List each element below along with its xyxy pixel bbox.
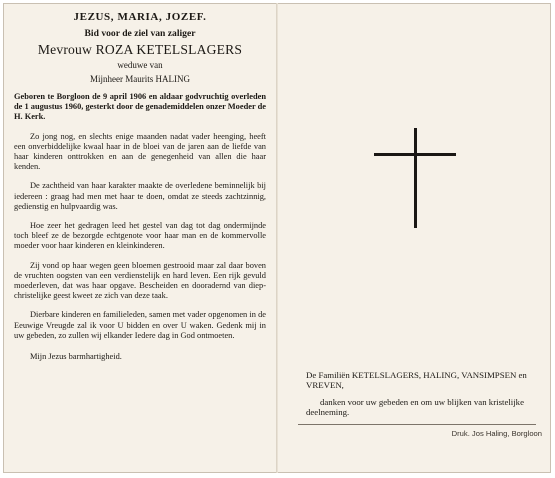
cross-horizontal-bar [374, 153, 456, 156]
printer-divider [298, 424, 536, 425]
birth-death-statement: Geboren te Borgloon de 9 april 1906 en aldaar godvruchtig overleden de 1 augustus 1960, gesterkt door de genademiddelen onzer Moeder de H. Kerk. [14, 92, 266, 122]
card-fold [276, 3, 278, 473]
paragraph-suffering: Hoe zeer het gedragen leed het gestel van dag tot dag ondermijnde toch bleef ze de bezorgde echtgenote voor haar man en de kommervolle moeder voor haar kinderen en kleinkinderen. [14, 221, 266, 251]
family-line: De Familiën KETELSLAGERS, HALING, VANSIMPSEN en VREVEN, [306, 370, 527, 391]
widow-of-label: weduwe van [117, 59, 163, 70]
husband-name: Mijnheer Maurits HALING [90, 73, 190, 84]
deceased-name: Mevrouw ROZA KETELSLAGERS [37, 42, 243, 58]
right-panel [306, 370, 546, 418]
paragraph-character: De zachtheid van haar karakter maakte de overledene beminnelijk bij iedereen : graag had men met haar te doen, omdat ze steeds zachtzinnig, gedienstig en hulpvaardig was. [14, 181, 266, 211]
left-panel [14, 12, 266, 362]
closing-prayer: Mijn Jezus barmhartigheid. [30, 352, 122, 362]
prayer-request: Bid voor de ziel van zaliger [84, 28, 196, 40]
paragraph-life: Zij vond op haar wegen geen bloemen gestrooid maar zal daar boven de vruchten oogsten van een verdienstelijk en hard leven. Een rijk gevuld moederleven, dat was haar opgave. Bescheiden en dooradernd van diep-christelijke geest kweet ze zich van deze taak. [14, 260, 266, 301]
thanks-line: danken voor uw gebeden en om uw blijken van kristelijke deelneming. [306, 396, 524, 418]
cross-vertical-bar [414, 128, 417, 228]
paragraph-illness: Zo jong nog, en slechts enige maanden nadat vader heenging, heeft een onverbiddelijke kwaal haar in de bloei van de jaren aan de liefde van haar kinderen onttrokken en aan de genegenheid van allen die haar kenden. [14, 131, 266, 172]
invocation: JEZUS, MARIA, JOZEF. [73, 11, 207, 23]
printer-credit: Druk. Jos Haling, Borgloon [451, 429, 542, 438]
paragraph-farewell: Dierbare kinderen en familieleden, samen met vader opgenomen in de Eeuwige Vreugde zal ik voor U bidden en over U waken. Gedenk mij in uw gebeden, zo zullen wij elkander Iedere dag in God ontmoeten. [14, 310, 266, 340]
